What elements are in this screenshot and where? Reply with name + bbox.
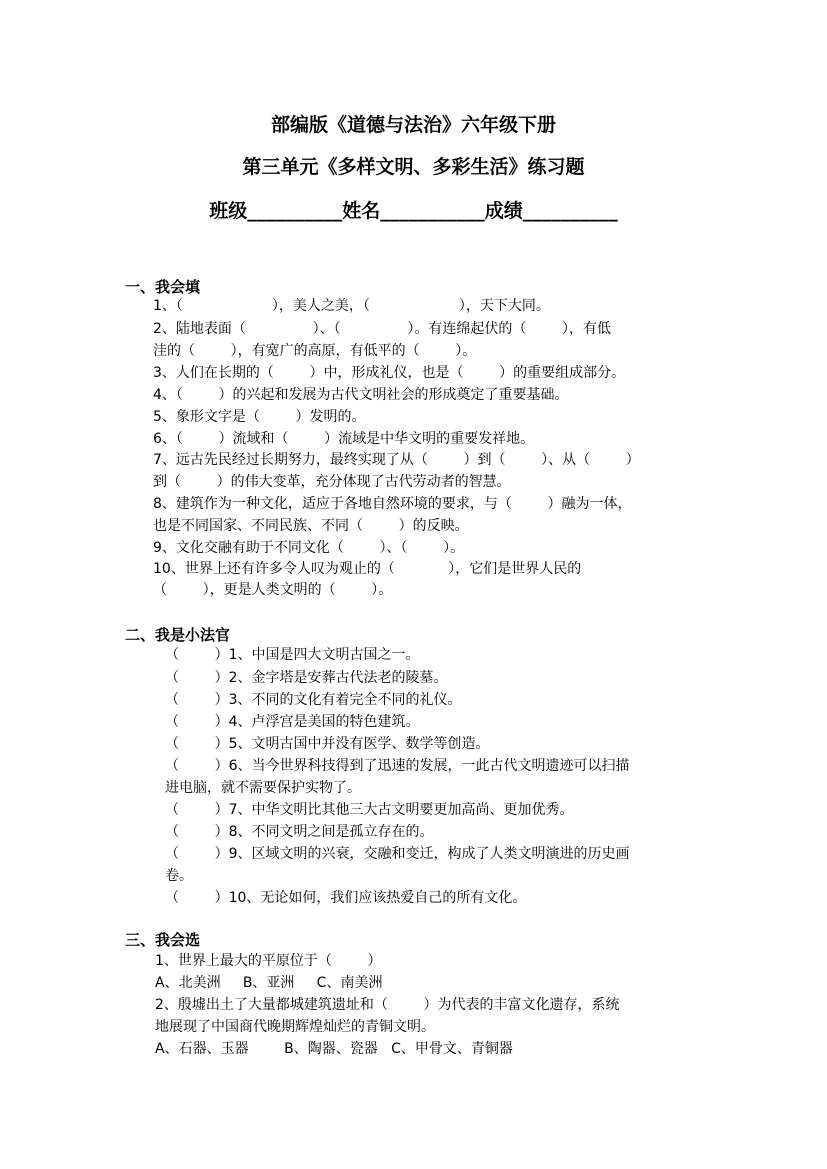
page-subtitle: 第三单元《多样文明、多彩生活》练习题: [242, 156, 585, 178]
choice-options-1: A、北美洲 B、亚洲 C、南美洲: [155, 975, 383, 991]
fill-item-7: 7、远古先民经过长期努力，最终实现了从（ ）到（ ）、从（ ）: [153, 452, 640, 468]
fill-item-8-cont: 也是不同国家、不同民族、不同（ ）的反映。: [153, 518, 469, 534]
section-judge-heading: 二、我是小法官: [125, 626, 231, 644]
section-fill-heading: 一、我会填: [125, 278, 201, 296]
fill-item-2-cont: 洼的（ ），有宽广的高原，有低平的（ ）。: [153, 343, 477, 359]
fill-item-9: 9、文化交融有助于不同文化（ ）、（ ）。: [153, 540, 465, 556]
section-choice-heading: 三、我会选: [125, 931, 201, 949]
fill-item-2: 2、陆地表面（ ）、（ ）。有连绵起伏的（ ），有低: [153, 321, 612, 337]
judge-item-9-cont: 卷。: [165, 868, 193, 884]
judge-item-1: （ ）1、中国是四大文明古国之一。: [165, 647, 420, 663]
page-title: 部编版《道德与法治》六年级下册: [270, 114, 556, 136]
judge-item-4: （ ）4、卢浮宫是美国的特色建筑。: [165, 714, 420, 730]
judge-item-8: （ ）8、不同文明之间是孤立存在的。: [165, 824, 434, 840]
choice-question-1: 1、世界上最大的平原位于（ ）: [155, 953, 382, 969]
fill-item-7-cont: 到（ ）的伟大变革，充分体现了古代劳动者的智慧。: [153, 474, 511, 490]
judge-item-10: （ ）10、无论如何，我们应该热爱自己的所有文化。: [165, 890, 527, 906]
judge-item-6-cont: 进电脑，就不需要保护实物了。: [165, 780, 361, 796]
judge-item-7: （ ）7、中华文明比其他三大古文明要更加高尚、更加优秀。: [165, 802, 574, 818]
judge-item-9: （ ）9、区域文明的兴衰，交融和变迁，构成了人类文明演进的历史画: [165, 846, 630, 862]
fill-item-8: 8、建筑作为一种文化，适应于各地自然环境的要求，与（ ）融为一体，: [153, 496, 632, 512]
fill-item-10: 10、世界上还有许多令人叹为观止的（ ），它们是世界人民的: [153, 561, 582, 577]
judge-item-3: （ ）3、不同的文化有着完全不同的礼仪。: [165, 692, 462, 708]
choice-options-2: A、石器、玉器 B、陶器、瓷器 C、甲骨文、青铜器: [155, 1041, 513, 1057]
judge-item-2: （ ）2、金字塔是安葬古代法老的陵墓。: [165, 670, 448, 686]
judge-item-5: （ ）5、文明古国中并没有医学、数学等创造。: [165, 736, 490, 752]
fill-item-10-cont: （ ），更是人类文明的（ ）。: [153, 582, 393, 598]
choice-question-2-cont: 地展现了中国商代晚期辉煌灿烂的青铜文明。: [155, 1019, 435, 1035]
judge-item-6: （ ）6、当今世界科技得到了迅速的发展，一此古代文明遗迹可以扫描: [165, 758, 630, 774]
choice-question-2: 2、殷墟出土了大量都城建筑遗址和（ ）为代表的丰富文化遗存，系统: [155, 997, 620, 1013]
student-info-line: 班级__________姓名___________成绩__________: [209, 200, 618, 222]
fill-item-6: 6、（ ）流域和（ ）流域是中华文明的重要发祥地。: [153, 431, 535, 447]
fill-item-5: 5、象形文字是（ ）发明的。: [153, 409, 366, 425]
fill-item-3: 3、人们在长期的（ ）中，形成礼仪，也是（ ）的重要组成部分。: [153, 365, 626, 381]
fill-item-1: 1、（ ），美人之美，（ ），天下大同。: [153, 298, 550, 314]
fill-item-4: 4、（ ）的兴起和发展为古代文明社会的形成奠定了重要基础。: [153, 387, 569, 403]
